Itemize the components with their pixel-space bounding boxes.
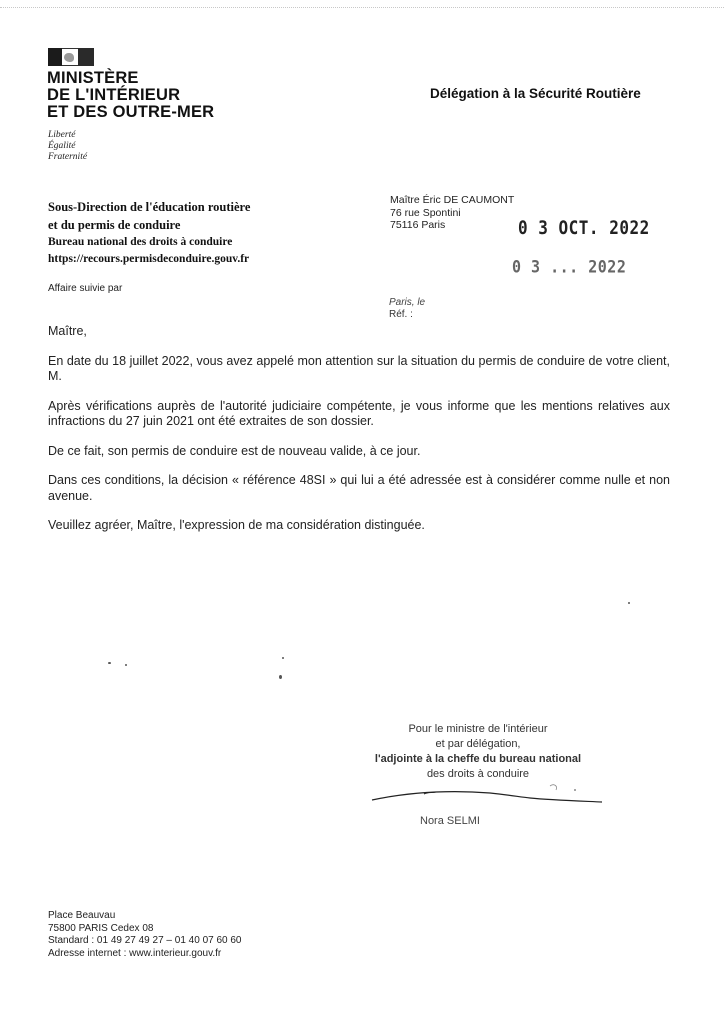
signature-block — [358, 722, 598, 782]
letter-paragraph: Après vérifications auprès de l'autorité judiciaire compétente, je vous informe que les mentions relatives aux infractions du 27 juin 2021 ont été extraites de son dossier. — [48, 398, 670, 428]
delegation-title: Délégation à la Sécurité Routière — [430, 86, 641, 101]
handwritten-signature — [370, 780, 610, 816]
ministry-name-line: DE L'INTÉRIEUR — [47, 86, 181, 104]
recipient-address — [390, 194, 514, 232]
ministry-footer — [48, 910, 242, 960]
footer-line: 75800 PARIS Cedex 08 — [48, 922, 154, 934]
recipient-city: 75116 Paris — [390, 219, 446, 231]
signature-line: et par délégation, — [435, 738, 521, 750]
letter-paragraph: Veuillez agréer, Maître, l'expression de ma considération distinguée. — [48, 518, 425, 532]
date-stamp: 0 3 OCT. 2022 — [518, 216, 650, 239]
footer-line: Place Beauvau — [48, 910, 116, 921]
reference-line: Réf. : — [389, 309, 413, 320]
ministry-name-line: ET DES OUTRE-MER — [47, 103, 215, 121]
scan-speck — [125, 664, 127, 666]
recipient-street: 76 rue Spontini — [390, 206, 461, 219]
scan-speck — [282, 657, 284, 659]
footer-line: Standard : 01 49 27 49 27 – 01 40 07 60 60 — [48, 935, 242, 946]
signature-line: des droits à conduire — [426, 768, 530, 780]
affaire-suivie-label: Affaire suivie par — [48, 283, 123, 294]
letter-paragraph: De ce fait, son permis de conduire est de nouveau valide, à ce jour. — [48, 443, 421, 458]
letter-paragraph: Dans ces conditions, la décision « référence 48SI » qui lui a été adressée est à considérer comme nulle et non avenue. — [48, 473, 670, 503]
service-block — [48, 198, 250, 268]
signature-line: Pour le ministre de l'intérieur — [408, 723, 548, 735]
scan-edge-line — [0, 7, 724, 8]
service-bureau: Bureau national des droits à conduire — [48, 236, 233, 248]
service-subdirection-cont: et du permis de conduire — [48, 218, 181, 232]
motto-fraternite: Fraternité — [48, 152, 88, 162]
ministry-name-line: MINISTÈRE — [47, 69, 139, 87]
letter-paragraph: En date du 18 juillet 2022, vous avez appelé mon attention sur la situation du permis de conduire de votre client, M. — [48, 353, 670, 383]
footer-line: Adresse internet : www.interieur.gouv.fr — [48, 947, 222, 959]
marianne-logo — [48, 48, 94, 66]
motto-egalite: Égalité — [48, 141, 76, 151]
scan-speck — [628, 602, 630, 604]
recipient-name: Maître Éric DE CAUMONT — [390, 194, 515, 206]
ministry-name — [47, 70, 214, 121]
signer-name: Nora SELMI — [420, 815, 480, 827]
letter-greeting: Maître, — [48, 324, 87, 338]
scan-speck — [279, 675, 282, 679]
signature-line: l'adjointe à la cheffe du bureau national — [374, 753, 582, 765]
letter-body — [48, 324, 670, 548]
motto-liberte: Liberté — [48, 130, 76, 140]
date-stamp-faded: 0 3 ... 2022 — [512, 256, 627, 278]
service-website: https://recours.permisdeconduire.gouv.fr — [48, 253, 250, 265]
scan-speck — [108, 662, 111, 664]
service-subdirection: Sous-Direction de l'éducation routière — [48, 200, 251, 214]
place-date-line: Paris, le — [389, 297, 426, 308]
republic-motto — [48, 130, 87, 163]
